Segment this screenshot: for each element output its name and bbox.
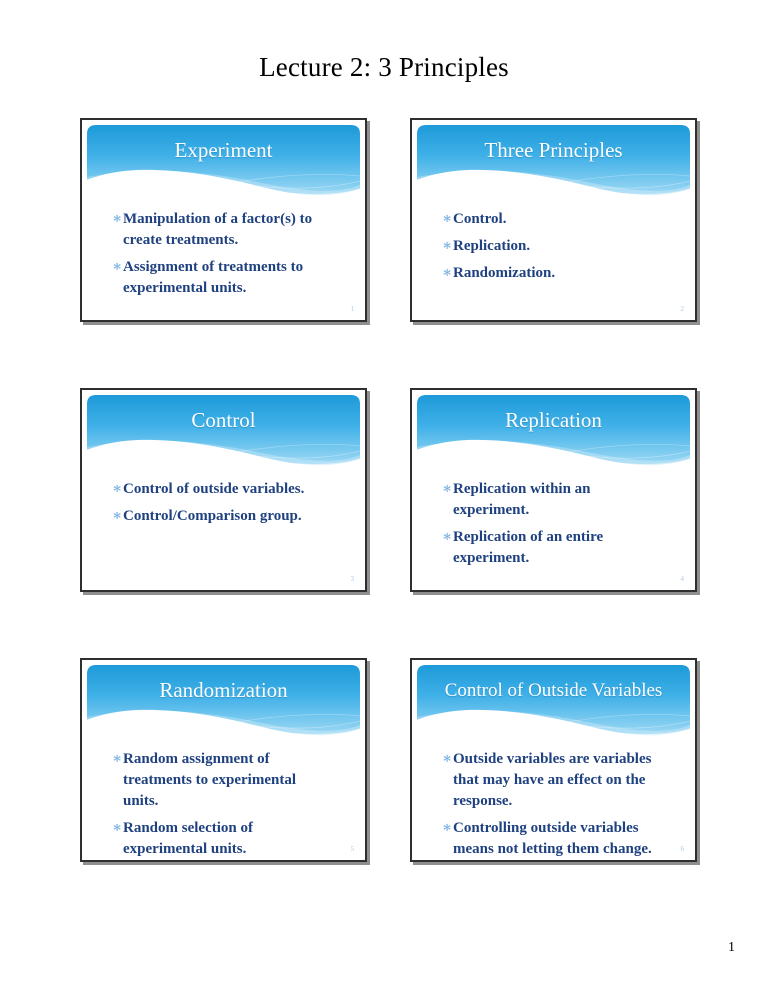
bullet-text-line: experiment. (453, 502, 530, 518)
bullet-asterisk-icon: ∗ (442, 238, 453, 254)
bullet-item (442, 527, 687, 569)
header-wave-graphic (417, 665, 690, 740)
slide-thumbnail (410, 388, 697, 592)
bullet-text-line: experimental units. (123, 280, 247, 296)
bullet-text (453, 263, 687, 284)
bullet-item (442, 236, 687, 257)
bullet-text-line: Outside variables are variables (453, 751, 652, 767)
bullet-item (442, 479, 687, 521)
bullet-text-line: Control/Comparison group. (123, 508, 302, 524)
bullet-text-line: Controlling outside variables (453, 820, 639, 836)
slide-number: 3 (350, 575, 354, 583)
bullet-text-line: experimental units. (123, 841, 247, 857)
bullet-text-line: Random selection of (123, 820, 253, 836)
slide-title: Experiment (174, 138, 273, 162)
slide-thumbnail (80, 658, 367, 862)
bullet-text-line: Assignment of treatments to (123, 259, 304, 275)
bullet-text-line: units. (123, 793, 159, 809)
bullet-text-line: Control of outside variables. (123, 481, 305, 497)
bullet-item (442, 749, 687, 812)
slide-title: Control of Outside Variables (444, 680, 663, 701)
slide-thumbnail (410, 118, 697, 322)
bullet-asterisk-icon: ∗ (112, 259, 123, 275)
bullet-item (112, 818, 357, 860)
bullet-asterisk-icon: ∗ (442, 481, 453, 497)
slide-number: 2 (680, 305, 684, 313)
slide-header (87, 665, 360, 740)
bullet-asterisk-icon: ∗ (112, 820, 123, 836)
bullet-text (123, 749, 357, 812)
bullet-asterisk-icon: ∗ (442, 211, 453, 227)
slide-body (442, 749, 687, 860)
slide-thumbnail (410, 658, 697, 862)
bullet-item (112, 479, 357, 500)
page-title: Lecture 2: 3 Principles (259, 52, 509, 82)
bullet-item (442, 818, 687, 860)
bullet-text (453, 209, 687, 230)
bullet-text-line: experiment. (453, 550, 530, 566)
bullet-asterisk-icon: ∗ (112, 481, 123, 497)
slide-title: Three Principles (484, 138, 623, 162)
bullet-item (112, 209, 357, 251)
slide-header (87, 395, 360, 470)
slide-title: Randomization (159, 678, 288, 702)
bullet-text-line: that may have an effect on the (453, 772, 646, 788)
slide-number: 1 (350, 305, 354, 313)
slide-thumbnail (80, 118, 367, 322)
bullet-text (453, 749, 687, 812)
slide-header (87, 125, 360, 200)
bullet-text (453, 236, 687, 257)
bullet-item (112, 506, 357, 527)
bullet-asterisk-icon: ∗ (442, 751, 453, 767)
bullet-text (453, 479, 687, 521)
slide-body (112, 209, 357, 299)
slide-body (442, 479, 687, 569)
bullet-text-line: means not letting them change. (453, 841, 652, 857)
bullet-asterisk-icon: ∗ (112, 211, 123, 227)
slide-body (112, 479, 357, 527)
bullet-text-line: treatments to experimental (123, 772, 296, 788)
bullet-asterisk-icon: ∗ (442, 820, 453, 836)
bullet-text-line: Randomization. (453, 265, 556, 281)
bullet-asterisk-icon: ∗ (112, 751, 123, 767)
bullet-text (453, 818, 687, 860)
slide-header (417, 665, 690, 740)
slides-grid (80, 118, 697, 862)
bullet-text (453, 527, 687, 569)
bullet-item (112, 257, 357, 299)
bullet-text-line: Control. (453, 211, 507, 227)
bullet-item (442, 263, 687, 284)
bullet-text (123, 506, 357, 527)
bullet-asterisk-icon: ∗ (442, 265, 453, 281)
bullet-text-line: Replication of an entire (453, 529, 604, 545)
bullet-text-line: Replication within an (453, 481, 591, 497)
bullet-item (442, 209, 687, 230)
bullet-text-line: Manipulation of a factor(s) to (123, 211, 313, 227)
bullet-text-line: response. (453, 793, 513, 809)
slide-thumbnail (80, 388, 367, 592)
bullet-item (112, 749, 357, 812)
slide-title: Replication (505, 408, 602, 432)
slide-body (442, 209, 687, 284)
bullet-asterisk-icon: ∗ (442, 529, 453, 545)
bullet-text-line: Replication. (453, 238, 531, 254)
slide-body (112, 749, 357, 860)
slide-number: 6 (680, 845, 684, 853)
bullet-text-line: Random assignment of (123, 751, 270, 767)
bullet-text (123, 818, 357, 860)
bullet-asterisk-icon: ∗ (112, 508, 123, 524)
bullet-text (123, 209, 357, 251)
slide-title: Control (191, 408, 256, 432)
slide-header (417, 395, 690, 470)
slide-number: 5 (350, 845, 354, 853)
slide-header (417, 125, 690, 200)
slide-number: 4 (680, 575, 684, 583)
bullet-text (123, 479, 357, 500)
bullet-text-line: create treatments. (123, 232, 239, 248)
page-number: 1 (728, 940, 735, 955)
bullet-text (123, 257, 357, 299)
